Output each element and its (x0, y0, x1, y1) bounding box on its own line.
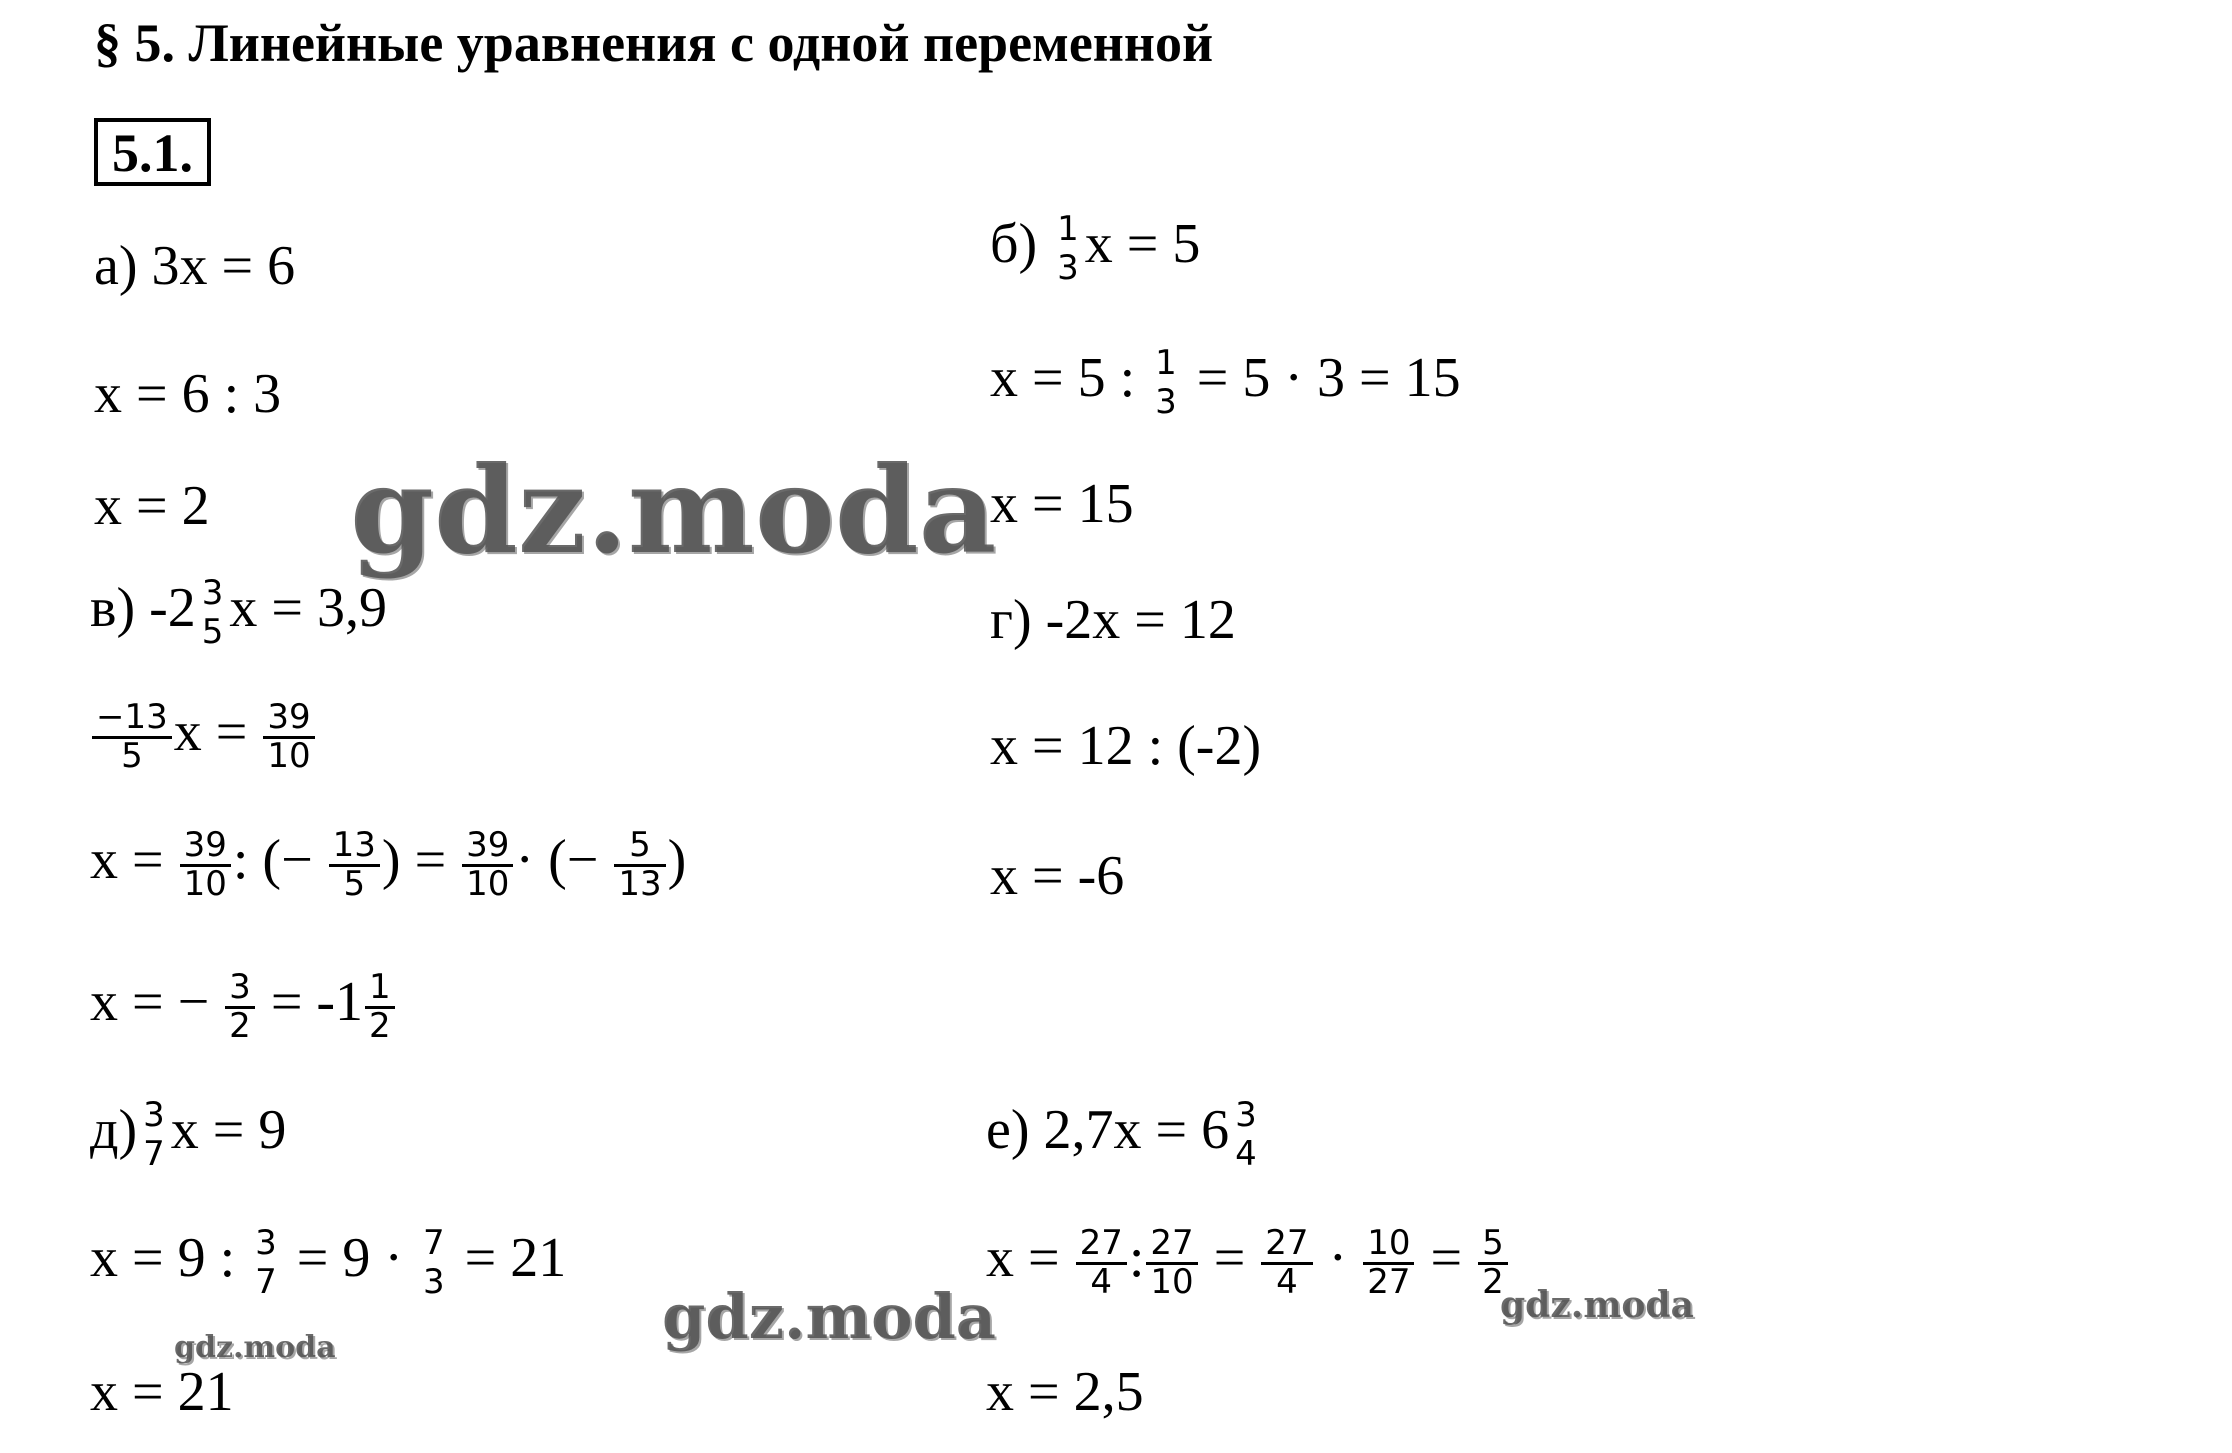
fraction (1151, 343, 1181, 422)
eq-d-line2-mid: = 9 · (296, 1227, 404, 1290)
fraction (462, 825, 513, 904)
eq-b-line2-pre: x = 5 : (990, 347, 1136, 410)
denominator: 5 (121, 735, 143, 776)
eq-d-line3: x = 21 (90, 1361, 234, 1423)
numerator: 39 (180, 828, 231, 867)
task-number: 5.1. (94, 118, 211, 186)
denominator: 3 (423, 1261, 445, 1302)
numerator: 3 (143, 1095, 165, 1135)
eq-e-line2 (986, 1223, 1510, 1302)
fraction (92, 697, 172, 776)
eq-d-line2 (90, 1223, 567, 1302)
fraction (263, 697, 314, 776)
eq-v-line1 (90, 573, 387, 652)
numerator: 27 (1261, 1226, 1312, 1265)
eq-e-line2-s2: = (1213, 1227, 1246, 1290)
eq-e-line2-s1: : (1128, 1227, 1145, 1290)
numerator: 1 (365, 970, 395, 1009)
denominator: 13 (618, 863, 662, 904)
denominator: 2 (369, 1005, 391, 1046)
eq-e-line2-pre: x = (986, 1227, 1060, 1290)
eq-e-line3: x = 2,5 (986, 1361, 1144, 1423)
fraction (225, 967, 255, 1046)
eq-v-line2-mid: x = (173, 701, 248, 764)
eq-v-line1-post: x = 3,9 (229, 577, 387, 640)
eq-d-line2-pre: x = 9 : (90, 1227, 236, 1290)
denominator: 4 (1276, 1261, 1298, 1302)
numerator: 3 (201, 573, 224, 613)
numerator: 39 (263, 700, 314, 739)
eq-d-line1 (90, 1095, 287, 1174)
denominator: 4 (1090, 1261, 1113, 1302)
numerator: −13 (92, 700, 172, 739)
eq-b-line1-post: x = 5 (1084, 213, 1201, 276)
denominator: 2 (1482, 1261, 1504, 1302)
denominator: 5 (201, 611, 224, 652)
numerator: 5 (1478, 1226, 1508, 1265)
eq-v-line3 (90, 825, 687, 904)
numerator: 39 (462, 828, 513, 867)
denominator: 27 (1367, 1261, 1411, 1302)
fraction (251, 1223, 281, 1302)
fraction (1363, 1223, 1414, 1302)
fraction (365, 967, 395, 1046)
eq-b-line2 (990, 343, 1461, 422)
watermark-small-right: gdz.moda (1500, 1284, 1694, 1326)
eq-v-line3-s2: ) = (381, 829, 447, 892)
fraction (419, 1223, 449, 1302)
fraction (329, 825, 380, 904)
eq-g-line1: г) -2x = 12 (990, 589, 1236, 651)
fraction (1076, 1223, 1127, 1302)
numerator: 5 (614, 828, 665, 867)
watermark-small: gdz.moda (174, 1330, 336, 1365)
eq-b-line2-post: = 5 · 3 = 15 (1196, 347, 1461, 410)
eq-a-line3: x = 2 (94, 475, 210, 537)
eq-e-line1 (986, 1095, 1263, 1174)
eq-v-line3-s3: · (− (515, 829, 599, 892)
numerator: 1 (1057, 209, 1079, 249)
fraction (1231, 1095, 1261, 1174)
eq-v-line4-pre: x = − (90, 971, 210, 1034)
watermark-large: gdz.moda (350, 440, 997, 581)
eq-v-line4-mid: = -1 (270, 971, 364, 1034)
denominator: 10 (183, 863, 227, 904)
eq-v-line1-pre: в) -2 (90, 577, 196, 640)
eq-d-line1-post: x = 9 (170, 1099, 287, 1162)
eq-e-line2-s3: · (1328, 1227, 1348, 1290)
numerator: 7 (423, 1223, 445, 1263)
eq-v-line4 (90, 967, 397, 1046)
denominator: 3 (1057, 247, 1079, 288)
watermark-medium: gdz.moda (662, 1280, 996, 1353)
eq-b-line1 (990, 209, 1201, 288)
numerator: 3 (1235, 1095, 1257, 1135)
eq-d-line2-post: = 21 (464, 1227, 567, 1290)
denominator: 5 (343, 863, 366, 904)
denominator: 7 (143, 1133, 165, 1174)
denominator: 4 (1235, 1133, 1257, 1174)
section-heading: § 5. Линейные уравнения с одной переменной (94, 13, 1214, 73)
eq-v-line3-s1: : (− (232, 829, 313, 892)
fraction (180, 825, 231, 904)
eq-b-line1-pre: б) (990, 213, 1038, 276)
eq-v-line2 (90, 697, 317, 776)
fraction (139, 1095, 169, 1174)
eq-e-line1-pre: е) 2,7x = 6 (986, 1099, 1230, 1162)
eq-v-line3-s4: ) (667, 829, 687, 892)
denominator: 10 (267, 735, 311, 776)
fraction (198, 573, 228, 652)
fraction (1261, 1223, 1312, 1302)
numerator: 27 (1076, 1226, 1127, 1265)
numerator: 27 (1146, 1226, 1197, 1265)
denominator: 3 (1155, 381, 1177, 422)
eq-b-line3: x = 15 (990, 473, 1134, 535)
eq-a-line2: x = 6 : 3 (94, 363, 282, 425)
numerator: 3 (225, 970, 255, 1009)
eq-g-line2: x = 12 : (-2) (990, 715, 1262, 777)
numerator: 13 (329, 828, 380, 867)
fraction (614, 825, 665, 904)
denominator: 2 (229, 1005, 251, 1046)
fraction (1053, 209, 1083, 288)
fraction (1146, 1223, 1197, 1302)
eq-v-line3-pre: x = (90, 829, 164, 892)
eq-e-line2-s4: = (1430, 1227, 1463, 1290)
numerator: 3 (255, 1223, 277, 1263)
denominator: 7 (255, 1261, 277, 1302)
numerator: 1 (1155, 343, 1177, 383)
eq-a-line1: а) 3x = 6 (94, 235, 296, 297)
eq-g-line3: x = -6 (990, 845, 1125, 907)
denominator: 10 (466, 863, 510, 904)
denominator: 10 (1150, 1261, 1194, 1302)
eq-d-line1-pre: д) (90, 1099, 138, 1162)
numerator: 10 (1363, 1226, 1414, 1265)
